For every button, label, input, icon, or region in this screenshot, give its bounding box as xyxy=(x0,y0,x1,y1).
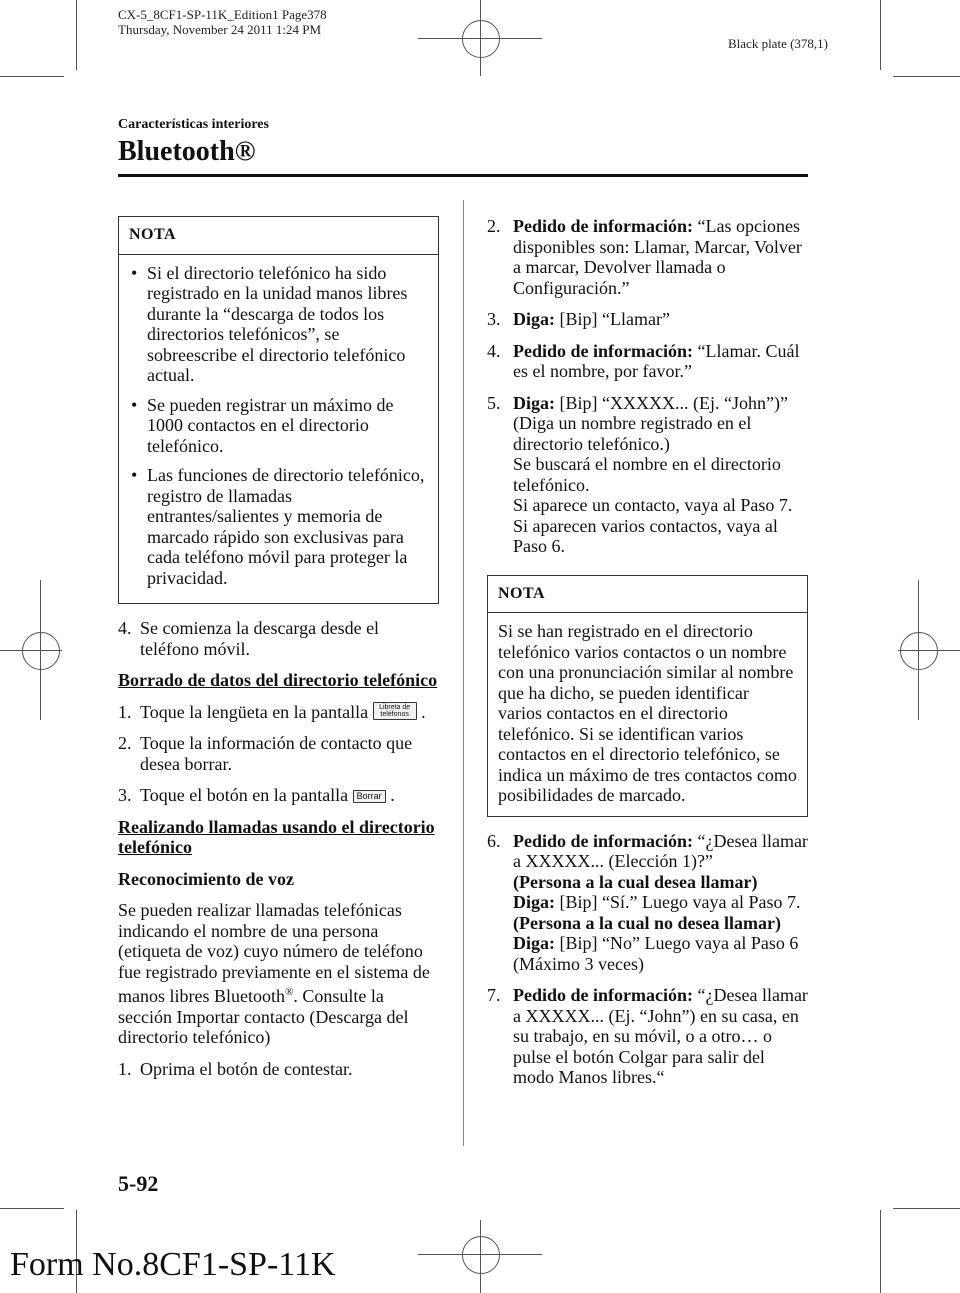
note-box xyxy=(487,575,808,817)
delete-button: Borrar xyxy=(353,790,386,803)
prompt-label: Pedido de información: xyxy=(513,830,693,851)
prompt-label: Pedido de información: xyxy=(513,216,693,236)
step-text-end: . xyxy=(421,701,426,722)
bullet-icon: • xyxy=(131,465,138,485)
registration-target xyxy=(462,20,500,58)
subheading-delete: Borrado de datos del directorio telefónico xyxy=(118,670,438,690)
voice-recognition-heading: Reconocimiento de voz xyxy=(118,868,294,889)
step-detail-line: Si aparecen varios contactos, vaya al Paso 6. xyxy=(513,515,778,556)
registration-target xyxy=(22,632,60,670)
option-line xyxy=(513,933,808,974)
step-number: 4. xyxy=(487,340,501,361)
list-item xyxy=(118,733,439,774)
bullet-icon: • xyxy=(131,394,138,415)
say-label: Diga: xyxy=(513,392,555,413)
list-item xyxy=(118,702,439,723)
subheading-calls: Realizando llamadas usando el directorio telefónico xyxy=(118,816,435,857)
step-text: “Las opciones disponibles son: Llamar, Marcar, Volver a marcar, Devolver llamada o Configuración.” xyxy=(513,216,802,298)
note-bullet xyxy=(129,263,428,386)
option-text: [Bip] “Sí.” Luego vaya al Paso 7. xyxy=(555,892,801,912)
phonebook-tab-button: Libreta de teléfonos xyxy=(373,702,417,720)
list-item xyxy=(487,309,808,330)
step-text: Oprima el botón de contestar. xyxy=(140,1058,353,1079)
note-title: NOTA xyxy=(119,217,438,255)
crop-mark xyxy=(893,76,960,77)
note-bullet xyxy=(129,395,428,457)
step-number: 2. xyxy=(487,216,501,236)
note-bullet-text: Las funciones de directorio telefónico, registro de llamadas entrantes/salientes y memoria de marcado rápido son exclusivas para cada teléfono móvil para proteger la privacidad. xyxy=(147,465,425,588)
registered-mark: ® xyxy=(284,986,294,998)
note-body xyxy=(119,255,438,604)
say-label: Diga: xyxy=(513,309,555,329)
step-text-end: . xyxy=(390,785,395,805)
option-line xyxy=(513,892,808,913)
section-label: Características interiores xyxy=(118,117,269,132)
print-job-info xyxy=(118,7,327,37)
voice-paragraph-text: Se pueden realizar llamadas telefónicas indicando el nombre de una persona (etiqueta de voz) cuyo número de teléfono fue registrado previamente en el sistema de manos libres Bluetooth xyxy=(118,900,430,1006)
step-number: 2. xyxy=(118,733,132,753)
right-column xyxy=(487,216,808,1099)
print-job-line-2: Thursday, November 24 2011 1:24 PM xyxy=(118,22,322,37)
step-number: 1. xyxy=(118,701,132,722)
prompt-label: Pedido de información: xyxy=(513,985,693,1005)
list-item xyxy=(118,618,439,659)
note-bullet-text: Se pueden registrar un máximo de 1000 contactos en el directorio telefónico. xyxy=(147,394,394,456)
step-detail-line: Se buscará el nombre en el directorio telefónico. xyxy=(513,454,781,495)
crop-mark xyxy=(880,1210,881,1293)
option-heading: (Persona a la cual no desea llamar) xyxy=(513,912,781,933)
step-text: Toque el botón en la pantalla xyxy=(140,785,349,805)
list-item xyxy=(487,985,808,1088)
print-job-line-1: CX-5_8CF1-SP-11K_Edition1 Page378 xyxy=(118,7,327,22)
left-column xyxy=(118,216,439,1090)
step-text: Toque la lengüeta en la pantalla xyxy=(140,701,369,722)
crop-mark xyxy=(893,1208,960,1209)
step-number: 6. xyxy=(487,830,501,851)
note-bullet xyxy=(129,465,428,588)
list-item xyxy=(487,393,808,557)
step-text: Se comienza la descarga desde el teléfono móvil. xyxy=(140,618,380,659)
list-item xyxy=(487,216,808,298)
say-label: Diga: xyxy=(513,892,555,912)
step-text: “¿Desea llamar a XXXXX... (Ej. “John”) en su casa, en su trabajo, en su móvil, o a otro… o pulse el botón Colgar para salir del modo Manos libres.“ xyxy=(513,985,808,1087)
say-label: Diga: xyxy=(513,933,555,953)
list-item xyxy=(118,785,439,806)
crop-mark xyxy=(880,0,881,70)
plate-info: Black plate (378,1) xyxy=(728,36,828,51)
note-box xyxy=(118,216,439,604)
step-number: 3. xyxy=(118,785,132,805)
step-number: 4. xyxy=(118,618,132,638)
step-text: [Bip] “XXXXX... (Ej. “John”)” xyxy=(555,392,788,413)
note-title: NOTA xyxy=(488,576,807,614)
step-text: “¿Desea llamar a XXXXX... (Elección 1)?” xyxy=(513,830,808,871)
voice-paragraph-text-2: . Consulte la sección Importar contacto (Descarga del directorio telefónico) xyxy=(118,986,409,1047)
bullet-icon: • xyxy=(131,262,138,283)
page-number: 5-92 xyxy=(118,1171,159,1196)
step-detail-line: Si aparece un contacto, vaya al Paso 7. xyxy=(513,495,793,515)
chapter-title: Bluetooth® xyxy=(118,136,256,167)
crop-mark xyxy=(0,1208,64,1209)
option-text: [Bip] “No” Luego vaya al Paso 6 (Máximo 3 veces) xyxy=(513,933,799,974)
list-item xyxy=(487,341,808,382)
note-bullet-text: Si el directorio telefónico ha sido registrado en la unidad manos libres durante la “descarga de todos los directorios telefónicos”, se sobreescribe el directorio telefónico actual. xyxy=(147,262,408,385)
step-number: 5. xyxy=(487,392,501,413)
list-item xyxy=(487,831,808,975)
step-text: Toque la información de contacto que desea borrar. xyxy=(140,733,413,774)
step-number: 7. xyxy=(487,985,501,1005)
step-number: 3. xyxy=(487,309,501,329)
step-number: 1. xyxy=(118,1058,132,1079)
step-text: “Llamar. Cuál es el nombre, por favor.” xyxy=(513,340,800,381)
registration-target xyxy=(900,632,938,670)
registration-target xyxy=(462,1236,500,1274)
form-number: Form No.8CF1-SP-11K xyxy=(10,1246,336,1283)
note-body: Si se han registrado en el directorio telefónico varios contactos o un nombre con una pronunciación similar al nombre que ha dicho, se pueden identificar varios contactos en el directorio telefónico. Si se identifican varios contactos en el directorio telefónico, se indica un máximo de tres contactos como posibilidades de marcado. xyxy=(498,621,797,805)
voice-paragraph xyxy=(118,900,439,1048)
header-rule xyxy=(118,174,808,177)
step-detail-line: (Diga un nombre registrado en el directorio telefónico.) xyxy=(513,413,752,454)
step-text: [Bip] “Llamar” xyxy=(555,309,670,329)
crop-mark xyxy=(0,76,64,77)
column-divider xyxy=(463,200,464,1146)
list-item xyxy=(118,1059,439,1080)
prompt-label: Pedido de información: xyxy=(513,340,693,361)
crop-mark xyxy=(76,0,77,70)
option-heading: (Persona a la cual desea llamar) xyxy=(513,871,758,892)
